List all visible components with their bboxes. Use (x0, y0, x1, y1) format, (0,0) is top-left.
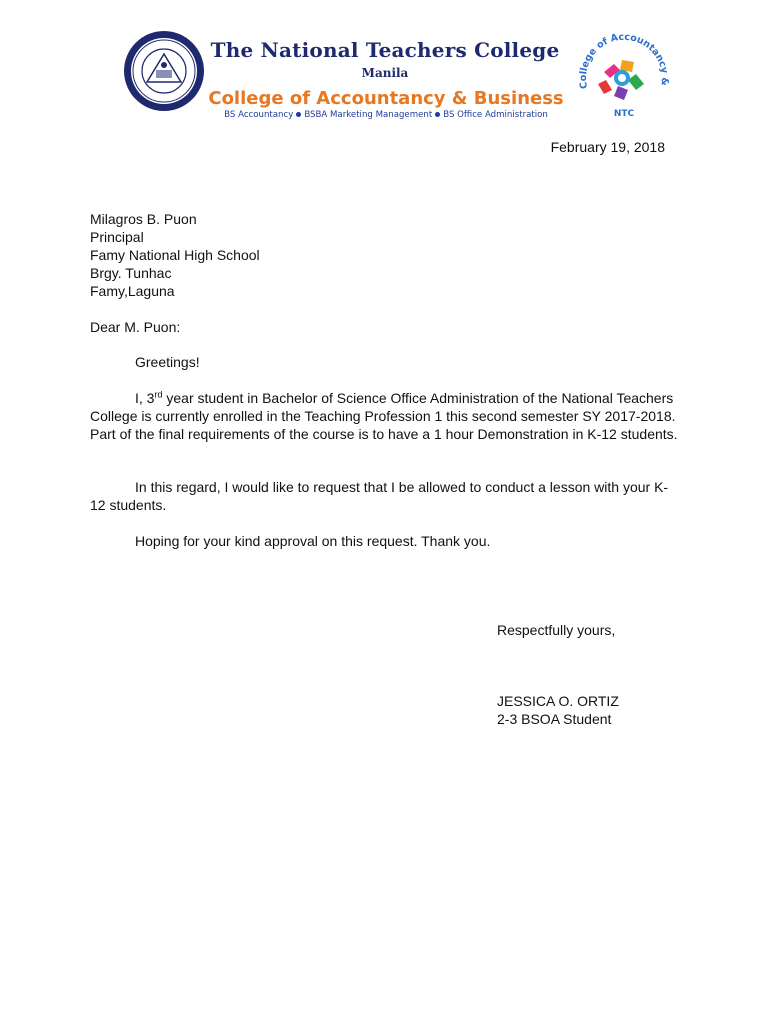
program-item: BS Office Administration (443, 110, 548, 120)
recipient-barangay: Brgy. Tunhac (90, 265, 172, 281)
signatory-name: JESSICA O. ORTIZ (497, 693, 619, 709)
ntc-seal-logo (123, 30, 205, 112)
letter-date: February 19, 2018 (550, 139, 665, 155)
institution-name: The National Teachers College (210, 38, 560, 62)
salutation: Dear M. Puon: (90, 319, 181, 335)
institution-city: Manila (361, 66, 409, 80)
body-paragraph-1 (90, 389, 680, 443)
signatory-position: 2-3 BSOA Student (497, 711, 612, 727)
bullet-icon (296, 112, 301, 117)
greeting: Greetings! (135, 354, 200, 370)
program-item: BS Accountancy (224, 110, 294, 120)
program-item: BSBA Marketing Management (304, 110, 433, 120)
complimentary-close: Respectfully yours, (497, 622, 616, 638)
right-logo-arc-text: College of Accountancy & (577, 31, 671, 90)
cab-gear-logo (574, 28, 674, 128)
recipient-school: Famy National High School (90, 247, 260, 263)
ordinal-suffix: rd (154, 389, 163, 400)
body-paragraph-3: Hoping for your kind approval on this request. Thank you. (135, 533, 491, 549)
recipient-name: Milagros B. Puon (90, 211, 197, 227)
bullet-icon (435, 112, 440, 117)
ntc-badge-text: NTC (613, 109, 635, 119)
paragraph-lead: I, 3 (135, 390, 155, 406)
recipient-address (90, 210, 260, 300)
program-list (206, 110, 566, 120)
recipient-town: Famy,Laguna (90, 283, 175, 299)
paragraph-rest: year student in Bachelor of Science Office Administration of the National Teachers College is currently enrolled in the Teaching Profession 1 this second semester SY 2017-2018. Part of the final requirements of the course is to have a 1 hour Demonstration in K-12 students. (90, 390, 678, 442)
recipient-title: Principal (90, 229, 144, 245)
college-name: College of Accountancy & Business (208, 88, 564, 109)
signature-block (497, 692, 619, 728)
body-paragraph-2: In this regard, I would like to request that I be allowed to conduct a lesson with your K-12 students. (90, 479, 669, 513)
